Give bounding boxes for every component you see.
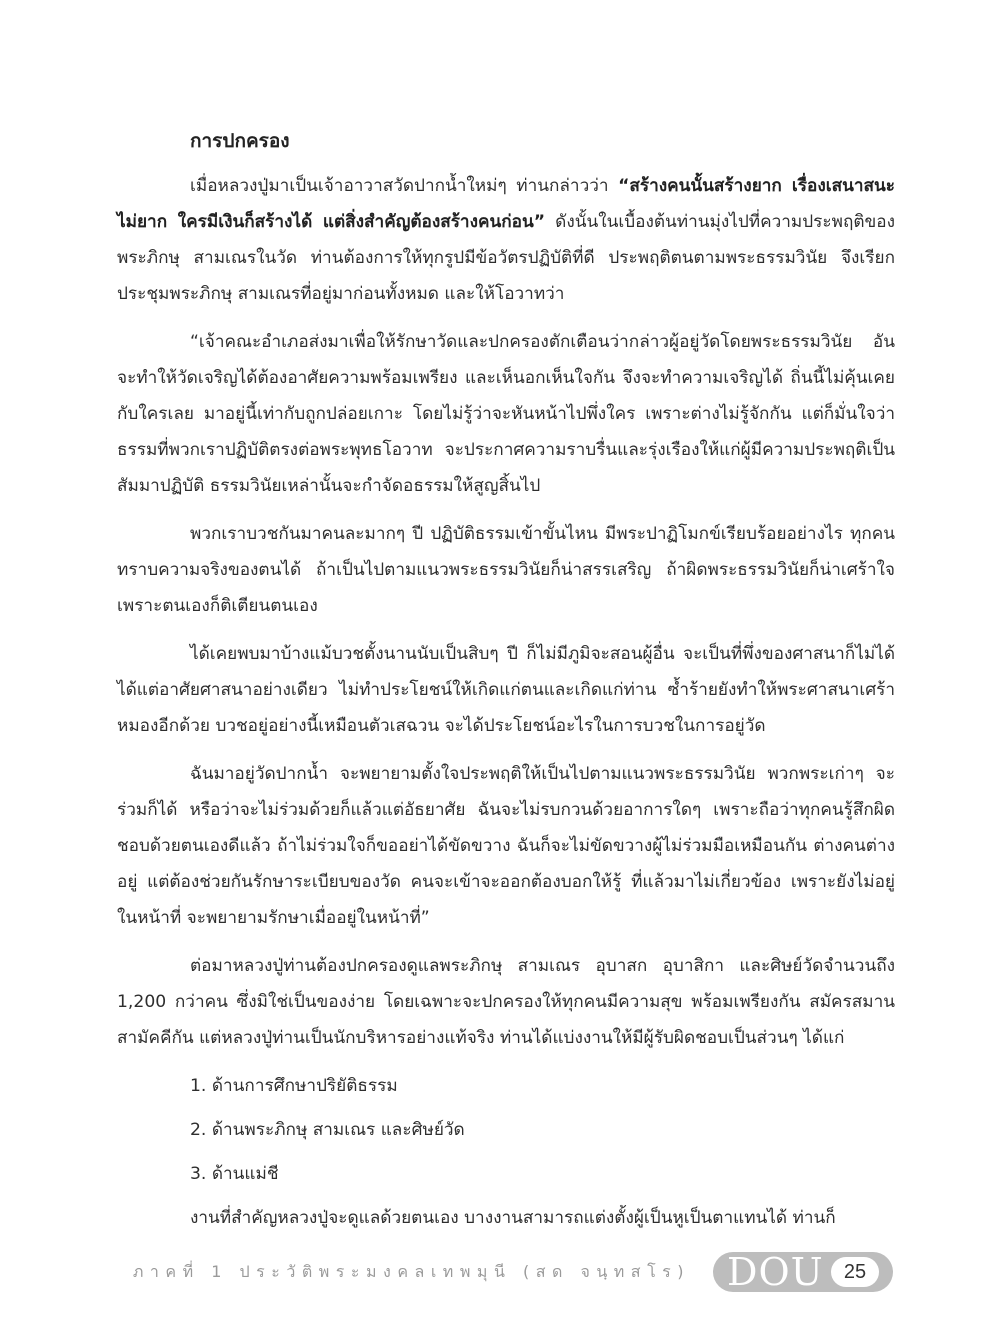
running-title: ภาคที่ 1 ประวัติพระมงคลเทพมุนี (สด จนฺทสโร) [132, 1262, 690, 1281]
page-badge [713, 1252, 893, 1292]
paragraph-intro-lead: เมื่อหลวงปู่มาเป็นเจ้าอาวาสวัดปากน้ำใหม่ๆ ท่านกล่าวว่า [190, 176, 619, 196]
paragraph-intro-rest: ดังนั้นในเบื้องต้นท่านมุ่งไปที่ความประพฤติของพระภิกษุ สามเณรในวัด ท่านต้องการให้ทุกรูปมีข้อวัตรปฏิบัติที่ดี ประพฤติตนตามพระธรรมวินัย จึงเรียกประชุมพระภิกษุ สามเณรที่อยู่มาก่อนทั้งหมด และให้โอวาทว่า [117, 212, 895, 304]
page-number: 25 [831, 1257, 879, 1287]
paragraph-administration: ต่อมาหลวงปู่ท่านต้องปกครองดูแลพระภิกษุ สามเณร อุบาสก อุบาสิกา และศิษย์วัดจำนวนถึง 1,200 กว่าคน ซึ่งมิใช่เป็นของง่าย โดยเฉพาะจะปกครองให้ทุกคนมีความสุข พร้อมเพรียงกัน สมัครสมานสามัคคีกัน แต่หลวงปู่ท่านเป็นนักบริหารอย่างแท้จริง ท่านได้แบ่งงานให้มีผู้รับผิดชอบเป็นส่วนๆ ได้แก่ [117, 956, 895, 1048]
paragraph-intro [117, 168, 895, 312]
dou-logo: DOU [727, 1250, 824, 1294]
body-text [117, 168, 895, 1236]
paragraph-closing: งานที่สำคัญหลวงปู่จะดูแลด้วยตนเอง บางงานสามารถแต่งตั้งผู้เป็นหูเป็นตาแทนได้ ท่านก็ [190, 1208, 836, 1228]
paragraph-quote-3: ได้เคยพบมาบ้างแม้บวชตั้งนานนับเป็นสิบๆ ปี ก็ไม่มีภูมิจะสอนผู้อื่น จะเป็นที่พึ่งของศาสนาก็ไม่ได้ ได้แต่อาศัยศาสนาอย่างเดียว ไม่ทำประโยชน์ให้เกิดแก่ตนและเกิดแก่ท่าน ซ้ำร้ายยังทำให้พระศาสนาเศร้าหมองอีกด้วย บวชอยู่อย่างนี้เหมือนตัวเสฉวน จะได้ประโยชน์อะไรในการบวชในการอยู่วัด [117, 644, 895, 736]
page-footer [0, 1248, 1000, 1296]
quote-emphasis: “สร้างคนนั้นสร้างยาก เรื่องเสนาสนะไม่ยาก ใครมีเงินก็สร้างได้ แต่สิ่งสำคัญต้องสร้างคนก่อน” [117, 176, 895, 232]
section-heading: การปกครอง [190, 130, 290, 152]
paragraph-quote-2: พวกเราบวชกันมาคนละมากๆ ปี ปฏิบัติธรรมเข้าขั้นไหน มีพระปาฏิโมกข์เรียบร้อยอย่างไร ทุกคนทราบความจริงของตนได้ ถ้าเป็นไปตามแนวพระธรรมวินัยก็น่าสรรเสริญ ถ้าผิดพระธรรมวินัยก็น่าเศร้าใจ เพราะตนเองก็ติเตียนตนเอง [117, 524, 895, 616]
list-item: 2. ด้านพระภิกษุ สามเณร และศิษย์วัด [190, 1120, 465, 1140]
paragraph-quote-1: “เจ้าคณะอำเภอส่งมาเพื่อให้รักษาวัดและปกครองตักเตือนว่ากล่าวผู้อยู่วัดโดยพระธรรมวินัย อันจะทำให้วัดเจริญได้ต้องอาศัยความพร้อมเพรียง และเห็นอกเห็นใจกัน จึงจะทำความเจริญได้ ถิ่นนี้ไม่คุ้นเคยกับใครเลย มาอยู่นี้เท่ากับถูกปล่อยเกาะ โดยไม่รู้ว่าจะหันหน้าไปพึ่งใคร เพราะต่างไม่รู้จักกัน แต่ก็มั่นใจว่า ธรรมที่พวกเราปฏิบัติตรงต่อพระพุทธโอวาท จะประกาศความราบรื่นและรุ่งเรืองให้แก่ผู้มีความประพฤติเป็นสัมมาปฏิบัติ ธรรมวินัยเหล่านั้นจะกำจัดอธรรมให้สูญสิ้นไป [117, 332, 895, 496]
list-item: 3. ด้านแม่ชี [190, 1164, 279, 1184]
paragraph-quote-4: ฉันมาอยู่วัดปากน้ำ จะพยายามตั้งใจประพฤติให้เป็นไปตามแนวพระธรรมวินัย พวกพระเก่าๆ จะร่วมก็ได้ หรือว่าจะไม่ร่วมด้วยก็แล้วแต่อัธยาศัย ฉันจะไม่รบกวนด้วยอาการใดๆ เพราะถือว่าทุกคนรู้สึกผิดชอบด้วยตนเองดีแล้ว ถ้าไม่ร่วมใจก็ขออย่าได้ขัดขวาง ฉันก็จะไม่ขัดขวางผู้ไม่ร่วมมือเหมือนกัน ต่างคนต่างอยู่ แต่ต้องช่วยกันรักษาระเบียบของวัด คนจะเข้าจะออกต้องบอกให้รู้ ที่แล้วมาไม่เกี่ยวข้อง เพราะยังไม่อยู่ในหน้าที่ จะพยายามรักษาเมื่ออยู่ในหน้าที่” [117, 764, 895, 928]
list-item: 1. ด้านการศึกษาปริยัติธรรม [190, 1076, 398, 1096]
